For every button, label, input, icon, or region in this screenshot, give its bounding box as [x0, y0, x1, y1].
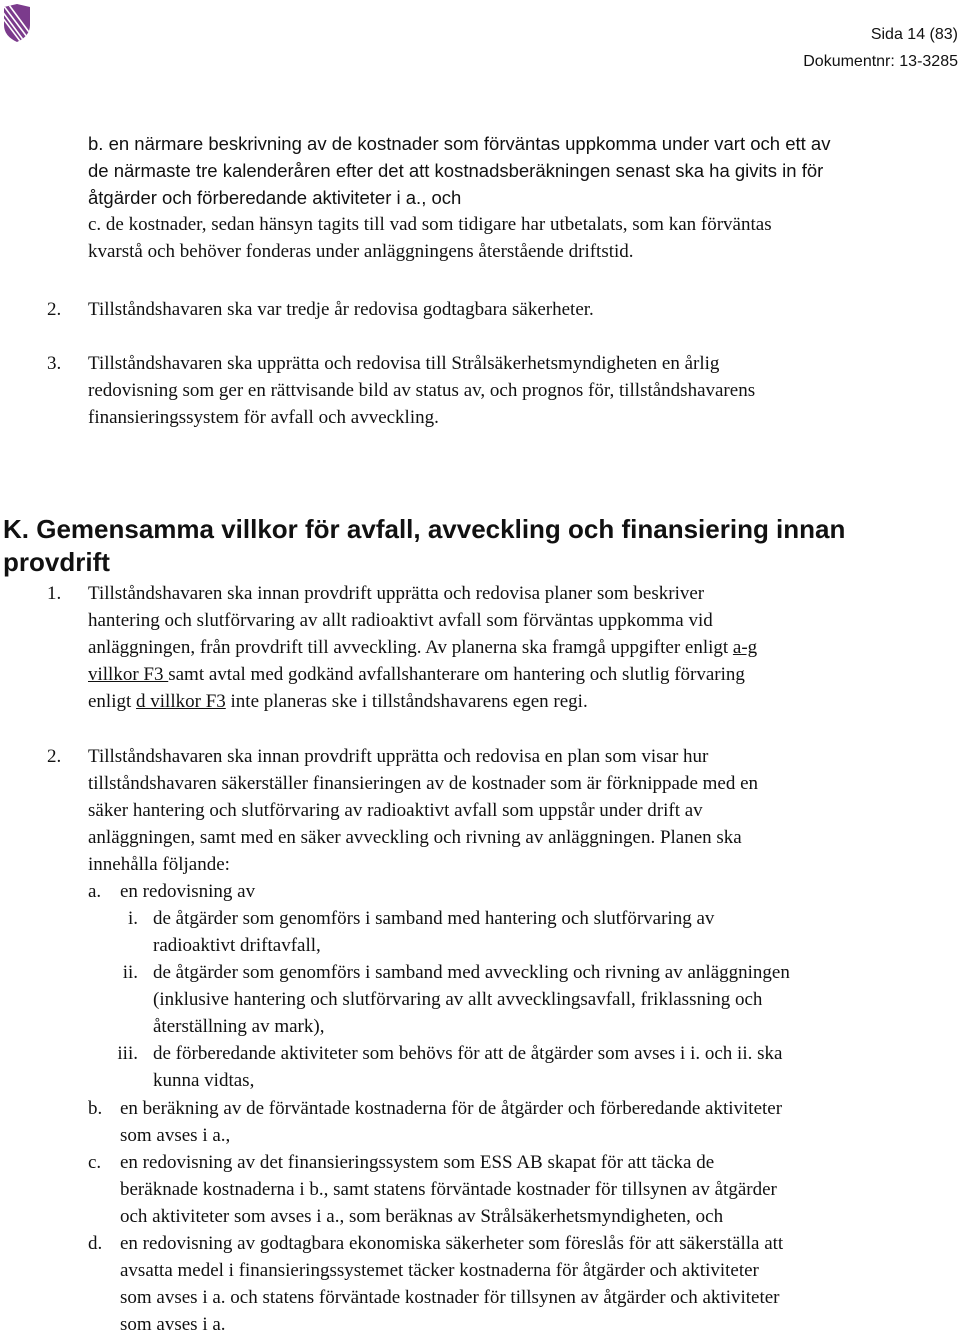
sublist-line: som avses i a. [120, 1314, 226, 1335]
reference-link[interactable]: d villkor F3 [136, 691, 226, 712]
list-item-line: Tillståndshavaren ska innan provdrift upprätta och redovisa en plan som visar hur [88, 746, 709, 767]
roman-label: ii. [122, 962, 138, 983]
list-item-line: Tillståndshavaren ska var tredje år redovisa godtagbara säkerheter. [88, 299, 594, 320]
sublist-line: avsatta medel i finansieringssystemet täcker kostnaderna för åtgärder och aktiviteter [120, 1260, 759, 1281]
reference-link[interactable]: a-g [732, 637, 758, 658]
list-item-line: redovisning som ger en rättvisande bild av status av, och prognos för, tillståndshavarens [88, 380, 756, 401]
list-number: 2. [47, 746, 62, 767]
list-item-line: finansieringssystem för avfall och avveckling. [88, 407, 439, 428]
list-item-line: hantering och slutförvaring av allt radioaktivt avfall som förväntas uppkomma vid [88, 610, 713, 631]
document-number: Dokumentnr: 13-3285 [803, 53, 958, 70]
text-run: inte planeras ske i tillståndshavarens egen regi. [225, 691, 588, 712]
sublist-label: c. [88, 1152, 102, 1173]
list-item-line: innehålla följande: [88, 854, 230, 875]
sublist-line: en redovisning av [120, 881, 256, 902]
roman-line: radioaktivt driftavfall, [153, 935, 321, 956]
list-item-line: Tillståndshavaren ska upprätta och redovisa till Strålsäkerhetsmyndigheten en årlig [88, 353, 720, 374]
reference-link[interactable]: villkor F3 [88, 664, 169, 685]
sublist-line: och aktiviteter som avses i a., som beräknas av Strålsäkerhetsmyndigheten, och [120, 1206, 724, 1227]
list-item-line: säker hantering och slutförvaring av radioaktivt avfall som uppstår under drift av [88, 800, 703, 821]
roman-line: återställning av mark), [153, 1016, 325, 1037]
sublist-line: som avses i a. och statens förväntade kostnader för tillsynen av åtgärder och aktiviteter [120, 1287, 780, 1308]
sublist-label: b. [88, 1098, 103, 1119]
text-run: samt avtal med godkänd avfallshanterare om hantering och slutlig förvaring [168, 664, 745, 685]
section-heading [3, 513, 953, 579]
list-item-c-line: kvarstå och behöver fonderas under anläggningens återstående driftstid. [88, 241, 634, 262]
list-item-line [88, 661, 745, 688]
roman-line: de åtgärder som genomförs i samband med avveckling och rivning av anläggningen [153, 962, 790, 983]
list-number: 3. [47, 353, 62, 374]
list-number: 2. [47, 299, 62, 320]
page-number: Sida 14 (83) [870, 26, 958, 43]
roman-label: iii. [117, 1043, 138, 1064]
section-heading-line: provdrift [3, 547, 110, 577]
sublist-line: en redovisning av det finansieringssystem som ESS AB skapat för att täcka de [120, 1152, 715, 1173]
list-item-line: Tillståndshavaren ska innan provdrift upprätta och redovisa planer som beskriver [88, 583, 705, 604]
sublist-line: en redovisning av godtagbara ekonomiska säkerheter som föreslås för att säkerställa att [120, 1233, 784, 1254]
roman-line: (inklusive hantering och slutförvaring av allt avvecklingsavfall, friklassning och [153, 989, 763, 1010]
list-item-b-line: b. en närmare beskrivning av de kostnader som förväntas uppkomma under vart och ett av [88, 133, 831, 154]
roman-line: de åtgärder som genomförs i samband med hantering och slutförvaring av [153, 908, 715, 929]
list-item-b-line: de närmaste tre kalenderåren efter det att kostnadsberäkningen senast ska ha givits in för [88, 160, 824, 181]
sublist-line: beräknade kostnaderna i b., samt statens förväntade kostnader för tillsynen av åtgärder [120, 1179, 777, 1200]
roman-line: de förberedande aktiviteter som behövs för att de åtgärder som avses i i. och ii. ska [153, 1043, 783, 1064]
text-run: anläggningen, från provdrift till avveckling. Av planerna ska framgå uppgifter enligt [88, 637, 733, 658]
list-item-line: tillståndshavaren säkerställer finansieringen av de kostnader som är förknippade med en [88, 773, 759, 794]
sublist-line: som avses i a., [120, 1125, 231, 1146]
text-run: enligt [88, 691, 137, 712]
list-number: 1. [47, 583, 62, 604]
sublist-line: en beräkning av de förväntade kostnaderna för de åtgärder och förberedande aktiviteter [120, 1098, 783, 1119]
list-item-line: anläggningen, samt med en säker avveckling och rivning av anläggningen. Planen ska [88, 827, 742, 848]
list-item-line [88, 634, 757, 661]
list-item-b-line: åtgärder och förberedande aktiviteter i a., och [88, 187, 462, 208]
sublist-label: a. [88, 881, 102, 902]
list-item-c-line: c. de kostnader, sedan hänsyn tagits till vad som tidigare har utbetalats, som kan förväntas [88, 214, 772, 235]
organization-logo-icon [3, 3, 31, 43]
roman-label: i. [127, 908, 138, 929]
roman-line: kunna vidtas, [153, 1070, 255, 1091]
sublist-label: d. [88, 1233, 103, 1254]
section-heading-line: K. Gemensamma villkor för avfall, avveckling och finansiering innan [3, 514, 846, 544]
list-item-line [88, 688, 588, 715]
